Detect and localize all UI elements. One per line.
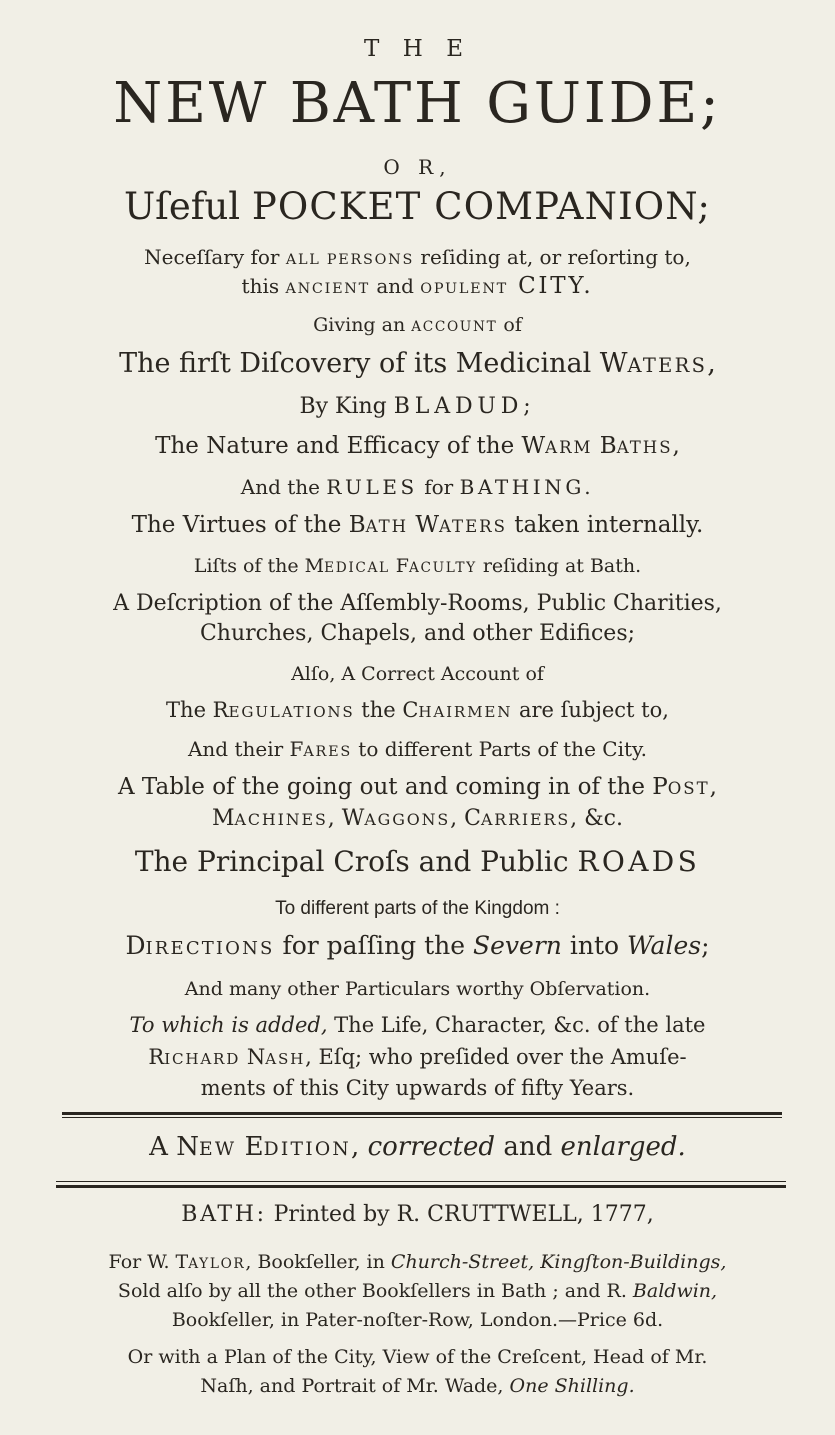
rules-line <box>0 477 835 497</box>
the-r-text: The R <box>166 698 229 722</box>
all-persons: ALL PERSONS <box>285 252 415 268</box>
printed-by-text: Printed by R. CRUTTWELL, 1777, <box>266 1202 654 1227</box>
roads-text: ROADS <box>577 845 701 878</box>
subtitle <box>0 185 835 228</box>
kingdom-line: To different parts of the Kingdom : <box>275 898 560 919</box>
necessary-text: Neceſſary for <box>144 245 286 269</box>
edition-top-rule-thin <box>62 1117 782 1118</box>
new-initial: A N <box>149 1132 199 1162</box>
table-text: A Table of the going out and coming in of the P <box>118 774 668 800</box>
medical-text: EDICAL <box>324 560 390 576</box>
table-comma: , <box>709 774 717 800</box>
printed-line <box>0 1204 835 1226</box>
added-line <box>0 1015 835 1036</box>
into-text: into <box>561 931 628 960</box>
presided-text: , Eſq; who preſided over the Amuſe- <box>305 1045 687 1069</box>
etc-text: , &c. <box>570 806 623 831</box>
also-line: Alſo, A Correct Account of <box>291 663 544 685</box>
discovery-text: The firſt Diſcovery of its Medicinal W <box>119 348 628 379</box>
directions-semicolon: ; <box>701 931 710 960</box>
baldwin-text: Baldwin, <box>632 1280 718 1302</box>
directions-line <box>0 933 835 958</box>
post-text: OST <box>667 779 710 798</box>
edition-line <box>0 1134 835 1160</box>
for-taylor-line <box>0 1253 835 1272</box>
regulations-text: EGULATIONS <box>228 703 355 721</box>
waggons-text: AGGONS <box>364 810 451 829</box>
lists-line <box>0 557 835 576</box>
lists-text: Liſts of the M <box>193 555 325 577</box>
nash-portrait-text: Naſh, and Portrait of Mr. Wade, <box>200 1375 510 1397</box>
or-line: O R, <box>383 155 452 179</box>
for-text: for <box>417 475 460 499</box>
corrected-text: corrected <box>367 1132 496 1162</box>
machines-text: ACHINES <box>234 810 328 829</box>
virtues-line <box>0 514 835 537</box>
nature-comma: , <box>672 433 680 459</box>
subtitle-pocket-companion: POCKET COMPANION; <box>251 185 711 228</box>
and-text: and <box>369 274 421 298</box>
waggons-initial: , W <box>327 806 365 831</box>
table-line <box>0 776 835 799</box>
nash-text: ASH <box>265 1050 306 1068</box>
baths-initial: B <box>592 433 617 459</box>
ancient-city-line <box>0 275 835 298</box>
edition-initial: E <box>236 1132 264 1162</box>
the-line: T H E <box>363 36 472 62</box>
passing-text: for paſſing the <box>274 931 474 960</box>
and-edition-text: and <box>495 1132 561 1162</box>
chairmen-initial: the C <box>354 698 419 722</box>
city-text: CITY. <box>508 273 594 299</box>
bookseller-in-text: , Bookſeller, in <box>245 1251 391 1273</box>
new-text: EW <box>198 1139 237 1160</box>
nature-line <box>0 435 835 458</box>
edition-text: DITION <box>263 1139 352 1160</box>
machines-line <box>0 808 835 830</box>
principal-cross-text: The Principal Croſs and Public <box>134 845 578 878</box>
account-text: ACCOUNT <box>411 319 498 335</box>
this-text: this <box>241 274 286 298</box>
internally-text: taken internally. <box>506 512 704 538</box>
bathing-text: BATHING. <box>459 475 595 499</box>
subject-text: are ſubject to, <box>512 698 669 722</box>
edition-top-rule <box>62 1112 782 1115</box>
enlarged-text: enlarged. <box>560 1132 686 1162</box>
fares-text: ARES <box>303 744 352 760</box>
pater-noster-line: Bookſeller, in Pater-noſter-Row, London.—Price 6d. <box>171 1309 664 1331</box>
bath-imprint: BATH: <box>181 1202 267 1227</box>
ancient-text: ANCIENT <box>285 281 370 297</box>
richard-text: ICHARD <box>164 1050 241 1068</box>
imprint-rule-thin <box>56 1181 786 1182</box>
discovery-comma: , <box>707 348 716 379</box>
different-parts-text: to different Parts of the City. <box>351 737 647 761</box>
richard-initial: R <box>148 1045 165 1069</box>
giving-text: Giving an <box>313 314 412 336</box>
regulations-line <box>0 700 835 721</box>
waters-initial: W <box>408 512 440 538</box>
severn-text: Severn <box>473 931 562 960</box>
waters-text: ATERS <box>627 354 708 377</box>
subtitle-useful: Uſeful <box>123 185 252 228</box>
opulent-text: OPULENT <box>420 281 508 297</box>
ments-line: ments of this City upwards of fifty Years. <box>200 1076 635 1100</box>
directions-text: IRECTIONS <box>145 938 275 959</box>
imprint-rule-thick <box>56 1185 786 1188</box>
of-text: of <box>497 314 522 336</box>
residing-text: reſiding at, or reſorting to, <box>414 245 691 269</box>
chairmen-text: HAIRMEN <box>418 703 513 721</box>
directions-initial: D <box>125 931 146 960</box>
many-particulars-line: And many other Particulars worthy Obſervation. <box>184 978 651 1000</box>
wales-text: Wales <box>627 931 702 960</box>
carriers-text: ARRIERS <box>480 810 571 829</box>
description-line-1: A Deſcription of the Aſſembly-Rooms, Public Charities, <box>113 591 722 616</box>
necessary-line <box>0 247 835 267</box>
residing-bath-text: reſiding at Bath. <box>476 555 642 577</box>
description-line-2: Churches, Chapels, and other Edifices; <box>199 621 636 646</box>
waters-sc: ATERS <box>439 517 507 536</box>
bladud-line <box>0 396 835 418</box>
edition-comma: , <box>351 1132 368 1162</box>
nature-text: The Nature and Efficacy of the W <box>155 433 546 459</box>
bath-text: ATH <box>365 517 409 536</box>
carriers-initial: , C <box>450 806 481 831</box>
faculty-initial: F <box>389 555 409 577</box>
to-which-is-added: To which is added, <box>129 1013 328 1037</box>
giving-line <box>0 316 835 335</box>
taylor-text: AYLOR <box>188 1256 246 1272</box>
faculty-text: ACULTY <box>408 560 477 576</box>
for-w-text: For W. T <box>108 1251 189 1273</box>
one-shilling-text: One Shilling. <box>509 1375 635 1397</box>
sold-also-line <box>0 1282 835 1301</box>
by-king-text: By King <box>299 394 394 419</box>
nash-initial: N <box>240 1045 266 1069</box>
rules-text: RULES <box>326 475 418 499</box>
richard-nash-line <box>0 1047 835 1068</box>
and-the-text: And the <box>240 475 327 499</box>
life-character-text: The Life, Character, &c. of the late <box>327 1013 706 1037</box>
warm-text: ARM <box>545 438 593 457</box>
portrait-line <box>0 1377 835 1396</box>
plan-line: Or with a Plan of the City, View of the Creſcent, Head of Mr. <box>127 1346 708 1368</box>
roads-line <box>0 845 835 878</box>
bladud-text: BLADUD; <box>393 394 536 419</box>
fares-line <box>0 739 835 759</box>
baths-text: ATHS <box>616 438 673 457</box>
virtues-text: The Virtues of the B <box>131 512 366 538</box>
discovery-line <box>0 350 835 377</box>
main-title: NEW BATH GUIDE; <box>113 71 722 136</box>
sold-also-text: Sold alſo by all the other Bookſellers in Bath ; and R. <box>117 1280 633 1302</box>
church-street-text: Church-Street, Kingſton-Buildings, <box>390 1251 727 1273</box>
and-their-text: And their F <box>187 737 304 761</box>
machines-initial: M <box>212 806 235 831</box>
